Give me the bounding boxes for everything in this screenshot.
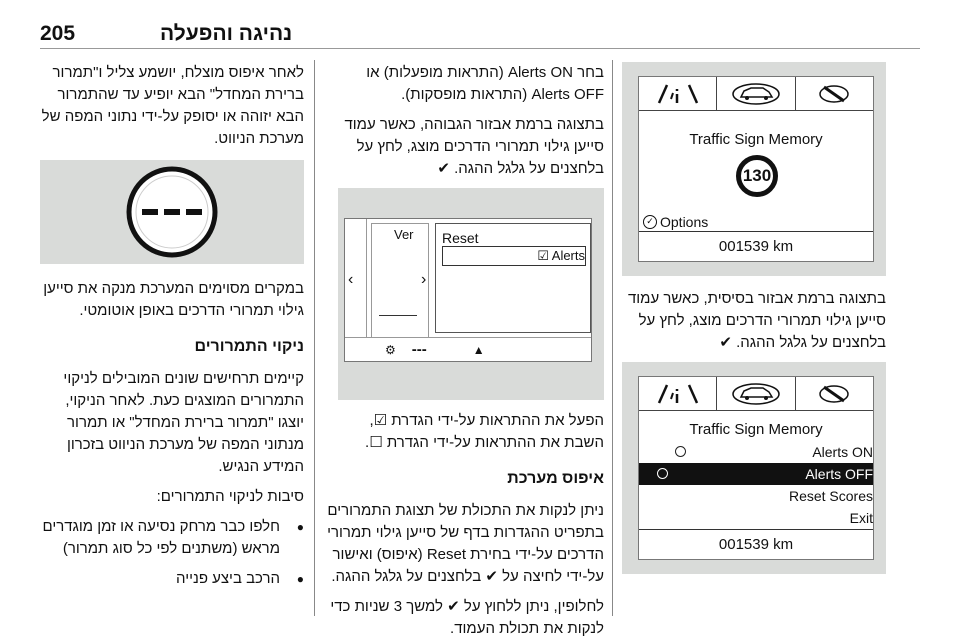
tab-label: Ver xyxy=(394,227,414,242)
screenshot-settings-dialog xyxy=(338,188,604,400)
menu-item-reset-scores[interactable]: Reset Scores xyxy=(788,488,873,504)
check-icon: ✔ xyxy=(437,160,450,177)
page-number: 205 xyxy=(40,22,76,45)
text-enable-alerts: הפעל את ההתראות על-ידי הגדרת ☑, xyxy=(369,412,604,429)
menu-title: Traffic Sign Memory xyxy=(689,421,823,438)
lane-icon: ▲ xyxy=(472,342,485,357)
heading-sign-clearing: ניקוי התמרורים xyxy=(194,338,304,355)
reset-option[interactable]: Reset xyxy=(442,230,479,246)
odometer: 001539 km xyxy=(639,231,873,261)
radio-icon xyxy=(675,446,686,457)
right-column xyxy=(622,62,886,574)
settings-bottom-bar xyxy=(345,337,591,361)
text-reset-alternative: לחלופין, ניתן ללחוץ על ✔ למשך 3 שניות כדי לנקות את תכולת העמוד. xyxy=(330,598,604,637)
screenshot-traffic-sign-menu xyxy=(622,362,886,574)
options-label: Options xyxy=(660,214,709,230)
chevron-left-icon: ‹ xyxy=(348,271,354,288)
lane-assist-icon xyxy=(639,77,716,110)
check-icon: ✔ xyxy=(485,568,498,585)
default-sign-figure xyxy=(40,160,304,264)
lane-assist-icon-2 xyxy=(639,377,716,410)
screen-title: Traffic Sign Memory xyxy=(689,131,823,148)
speed-limit-sign xyxy=(736,155,778,197)
default-traffic-sign-icon xyxy=(126,166,218,258)
text-after-reset: לאחר איפוס מוצלח, יושמע צליל ו"תמרור ברירת המחדל" הבא יופיע עד שהתמרור הבא יזוהה או יסופק על-ידי נתוני המפה של מערכת הניווט. xyxy=(41,64,304,147)
speed-limit-value: 130 xyxy=(742,166,772,185)
alerts-option[interactable]: ☑ Alerts xyxy=(442,246,586,266)
heading-system-reset: איפוס מערכת xyxy=(507,470,604,487)
separator-line xyxy=(379,315,417,316)
car-icon-2 xyxy=(716,377,795,410)
options-entry xyxy=(643,211,708,233)
text-reasons-intro: סיבות לניקוי התמרורים: xyxy=(156,488,304,505)
odometer-2: 001539 km xyxy=(639,529,873,559)
car-icon xyxy=(716,77,795,110)
header-rule xyxy=(40,48,920,49)
settings-dropdown xyxy=(435,223,591,333)
text-auto-clear: במקרים מסוימים המערכת מנקה את סייען גילוי תמרורי הדרכים באופן אוטומטי. xyxy=(43,280,304,319)
icon-bar xyxy=(639,77,873,111)
text-clear-scenarios: קיימים תרחישים שונים המובילים לניקוי התמרורים המוצגים כעת. לאחר הניקוי, יוצגו "תמרור ברירת המחדל" או תמרור מנתוני המפה של מערכת הניווט בזכרון המידע הנגיש. xyxy=(63,370,304,475)
radio-icon-selected xyxy=(657,468,668,479)
screenshot-traffic-sign-memory xyxy=(622,62,886,276)
check-circle-icon: ✓ xyxy=(643,215,657,229)
text-select-alerts: בחר Alerts ON (התראות מופעלות) או Alerts OFF (התראות מופסקות). xyxy=(366,64,604,103)
left-column xyxy=(40,62,304,598)
list-item: ● הרכב ביצע פנייה xyxy=(40,568,304,590)
list-item: ● חלפו כבר מרחק נסיעה או זמן מוגדרים מראש (משתנים לפי כל סוג תמרור) xyxy=(40,516,304,560)
dash-icon: --- xyxy=(411,340,427,358)
column-divider-left xyxy=(314,60,315,616)
dashboard-screen xyxy=(638,76,874,262)
dashboard-menu-screen xyxy=(638,376,874,560)
check-icon: ✔ xyxy=(719,334,732,351)
text-basic-display: בתצוגה ברמת אבזור בסיסית, כאשר עמוד סייען גילוי תמרורי הדרכים מוצג, לחץ על בלחצנים על גלגל ההגה. ✔ xyxy=(627,290,886,351)
chapter-title: נהיגה והפעלה xyxy=(160,22,293,45)
icon-bar-2 xyxy=(639,377,873,411)
chevron-right-icon: › xyxy=(421,271,427,288)
menu-item-exit[interactable]: Exit xyxy=(849,510,873,526)
end-restriction-sign-icon xyxy=(796,77,873,110)
menu-item-alerts-on[interactable]: Alerts ON xyxy=(657,441,873,463)
middle-column xyxy=(324,62,604,642)
text-high-display: בתצוגה ברמת אבזור הגבוהה, כאשר עמוד סייען גילוי תמרורי הדרכים מוצג, לחץ על בלחצנים על גלגל ההגה. ✔ xyxy=(344,116,604,177)
column-divider-right xyxy=(612,60,613,616)
menu-item-alerts-off[interactable]: Alerts OFF xyxy=(639,463,873,485)
assist-icon: ⚙ xyxy=(385,342,396,357)
end-restriction-sign-icon-2 xyxy=(796,377,873,410)
text-disable-alerts: השבת את ההתראות על-ידי הגדרת ☐. xyxy=(365,434,604,451)
settings-screen xyxy=(344,218,592,362)
text-reset-instructions: ניתן לנקות את התכולת של תצוגת התמרורים בתפריט ההגדרות בדף של סייען גילוי תמרורי הדרכים על-ידי בחירת Reset (איפוס) ואישור על-ידי לחיצה על ✔ בלחצנים על גלגל ההגה. xyxy=(327,502,604,585)
